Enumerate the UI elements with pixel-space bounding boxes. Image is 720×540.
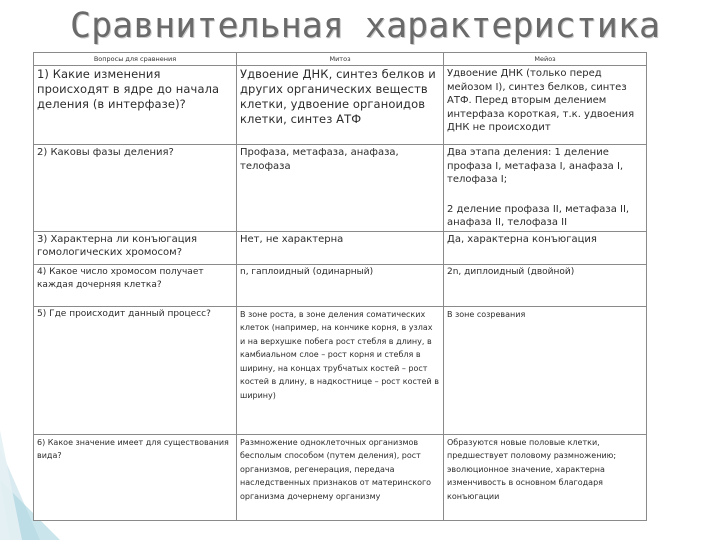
meiosis-phases-first: Два этапа деления: 1 деление профаза I, метафаза I, анафаза I, телофаза I; [447, 147, 624, 185]
question-cell: 2) Каковы фазы деления? [34, 145, 237, 232]
table-row [34, 66, 647, 145]
meiosis-cell: Образуются новые половые клетки, предшествует половому размножению; эволюционное значение, характерна изменчивость в основном благодаря конъюгации [444, 434, 647, 520]
mitosis-cell: Размножение одноклеточных организмов бесполым способом (путем деления), рост организмов, регенерация, передача наследственных признаков от материнского организма дочернему организму [237, 434, 444, 520]
column-header-meiosis: Мейоз [444, 53, 647, 66]
meiosis-cell: 2n, диплоидный (двойной) [444, 264, 647, 306]
comparison-table [33, 52, 647, 521]
table-row [34, 231, 647, 264]
question-cell: 3) Характерна ли конъюгация гомологических хромосом? [34, 231, 237, 264]
column-header-mitosis: Митоз [237, 53, 444, 66]
table-row [34, 145, 647, 232]
mitosis-cell: Нет, не характерна [237, 231, 444, 264]
page-title: Сравнительная характеристика [70, 6, 661, 46]
table-row [34, 264, 647, 306]
meiosis-cell [444, 145, 647, 232]
table-row [34, 306, 647, 434]
mitosis-cell: В зоне роста, в зоне деления соматических клеток (например, на кончике корня, в узлах и на верхушке побега рост стебля в длину, в камбиальном слое – рост корня и стебля в ширину, на концах трубчатых костей – рост костей в длину, в надкостнице – рост костей в ширину) [237, 306, 444, 434]
table-header-row [34, 53, 647, 66]
mitosis-cell: n, гаплоидный (одинарный) [237, 264, 444, 306]
question-cell: 1) Какие изменения происходят в ядре до начала деления (в интерфазе)? [34, 66, 237, 145]
question-cell: 6) Какое значение имеет для существования вида? [34, 434, 237, 520]
question-cell: 4) Какое число хромосом получает каждая дочерняя клетка? [34, 264, 237, 306]
meiosis-cell: Удвоение ДНК (только перед мейозом I), синтез белков, синтез АТФ. Перед вторым делением интерфаза короткая, т.к. удвоения ДНК не происходит [444, 66, 647, 145]
table-row [34, 434, 647, 520]
mitosis-cell: Удвоение ДНК, синтез белков и других органических веществ клетки, удвоение органоидов клетки, синтез АТФ [237, 66, 444, 145]
meiosis-phases-second: 2 деление профаза II, метафаза II, анафаза II, телофаза II [447, 203, 630, 228]
question-cell: 5) Где происходит данный процесс? [34, 306, 237, 434]
meiosis-cell: Да, характерна конъюгация [444, 231, 647, 264]
mitosis-cell: Профаза, метафаза, анафаза, телофаза [237, 145, 444, 232]
meiosis-cell: В зоне созревания [444, 306, 647, 434]
column-header-questions: Вопросы для сравнения [34, 53, 237, 66]
